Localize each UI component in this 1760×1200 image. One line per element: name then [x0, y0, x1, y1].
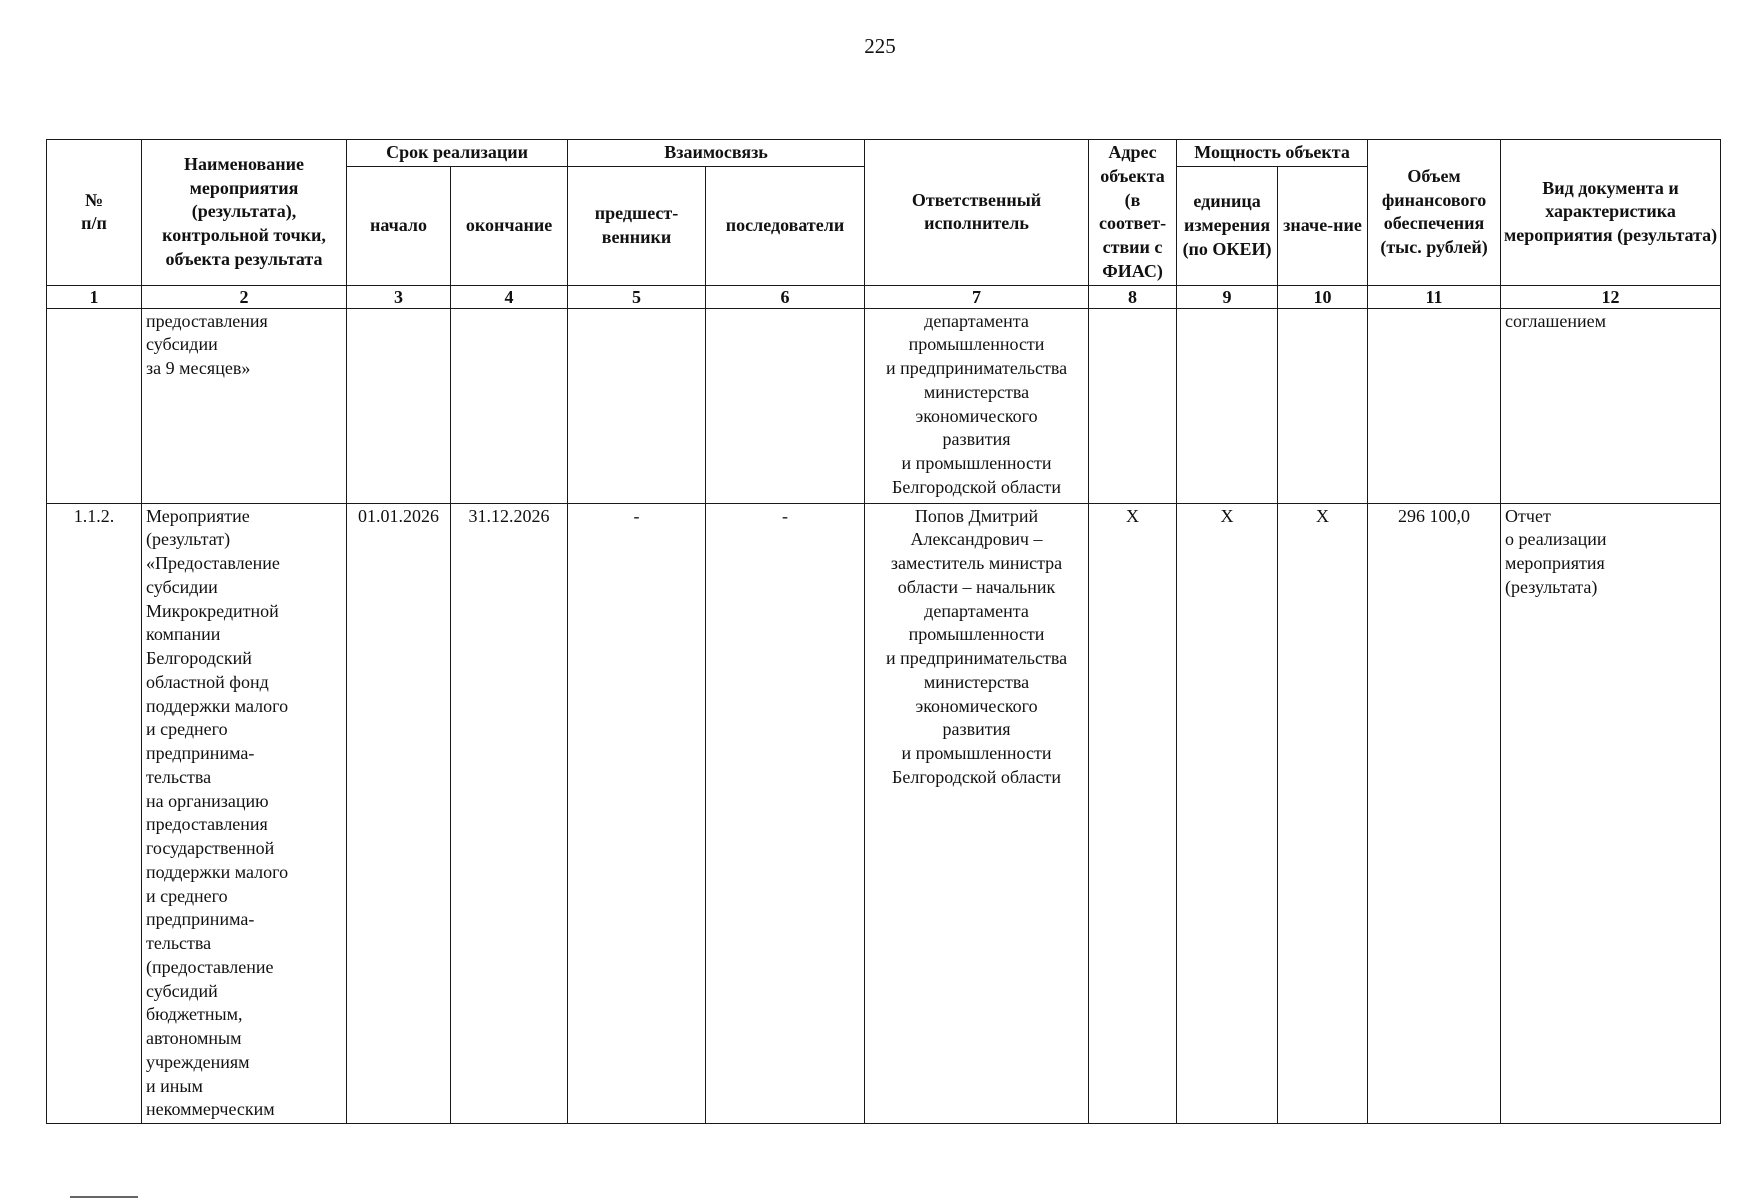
- column-number: 7: [865, 285, 1089, 308]
- cell-value: [1278, 308, 1368, 503]
- header-period-end: окончание: [451, 166, 568, 285]
- cell-no: [47, 308, 142, 503]
- cell-next: -: [706, 503, 865, 1124]
- cell-prev: -: [568, 503, 706, 1124]
- cell-no: 1.1.2.: [47, 503, 142, 1124]
- cell-finance: [1368, 308, 1501, 503]
- header-finance: Объем финансового обеспечения (тыс. рублей): [1368, 140, 1501, 286]
- cell-doc: соглашением: [1501, 308, 1721, 503]
- cell-name: Мероприятие (результат) «Предоставление субсидии Микрокредитной компании Белгородский областной фонд поддержки малого и среднего предпринима- тельства на организацию предоставления государственной поддержки малого и среднего предпринима- тельства (предоставление субсидий бюджетным, автономным учреждениям и иным некоммерческим: [142, 503, 347, 1124]
- header-doc-type: Вид документа и характеристика мероприятия (результата): [1501, 140, 1721, 286]
- header-link: Взаимосвязь: [568, 140, 865, 167]
- cell-name: предоставления субсидии за 9 месяцев»: [142, 308, 347, 503]
- header-name: Наименование мероприятия (результата), контрольной точки, объекта результата: [142, 140, 347, 286]
- header-period: Срок реализации: [347, 140, 568, 167]
- table-row: [47, 308, 1721, 503]
- cell-unit: [1177, 308, 1278, 503]
- cell-next: [706, 308, 865, 503]
- column-number: 8: [1089, 285, 1177, 308]
- cell-doc: Отчет о реализации мероприятия (результата): [1501, 503, 1721, 1124]
- header-period-start: начало: [347, 166, 451, 285]
- column-number: 2: [142, 285, 347, 308]
- cell-end: 31.12.2026: [451, 503, 568, 1124]
- page-number: 225: [864, 34, 896, 58]
- cell-prev: [568, 308, 706, 503]
- table-row: [47, 503, 1721, 1124]
- cell-value: X: [1278, 503, 1368, 1124]
- cell-start: 01.01.2026: [347, 503, 451, 1124]
- header-capacity-value: значе-ние: [1278, 166, 1368, 285]
- column-number: 3: [347, 285, 451, 308]
- cell-end: [451, 308, 568, 503]
- cell-responsible: Попов Дмитрий Александрович – заместитель министра области – начальник департамента промышленности и предпринимательства министерства экономического развития и промышленности Белгородской области: [865, 503, 1089, 1124]
- header-capacity: Мощность объекта: [1177, 140, 1368, 167]
- column-number: 11: [1368, 285, 1501, 308]
- cell-address: [1089, 308, 1177, 503]
- cell-address: X: [1089, 503, 1177, 1124]
- cell-unit: X: [1177, 503, 1278, 1124]
- events-table: [46, 139, 1721, 1124]
- header-no: № п/п: [47, 140, 142, 286]
- cell-responsible: департамента промышленности и предпринимательства министерства экономического развития и промышленности Белгородской области: [865, 308, 1089, 503]
- header-link-prev: предшест-венники: [568, 166, 706, 285]
- column-number: 12: [1501, 285, 1721, 308]
- cell-start: [347, 308, 451, 503]
- header-capacity-unit: единица измерения (по ОКЕИ): [1177, 166, 1278, 285]
- column-number: 6: [706, 285, 865, 308]
- header-address: Адрес объекта (в соответ-ствии с ФИАС): [1089, 140, 1177, 286]
- column-number: 10: [1278, 285, 1368, 308]
- column-number: 1: [47, 285, 142, 308]
- header-link-next: последователи: [706, 166, 865, 285]
- page-edge-mark: [70, 1196, 138, 1198]
- cell-finance: 296 100,0: [1368, 503, 1501, 1124]
- header-responsible: Ответственный исполнитель: [865, 140, 1089, 286]
- column-number: 4: [451, 285, 568, 308]
- column-number: 5: [568, 285, 706, 308]
- column-number: 9: [1177, 285, 1278, 308]
